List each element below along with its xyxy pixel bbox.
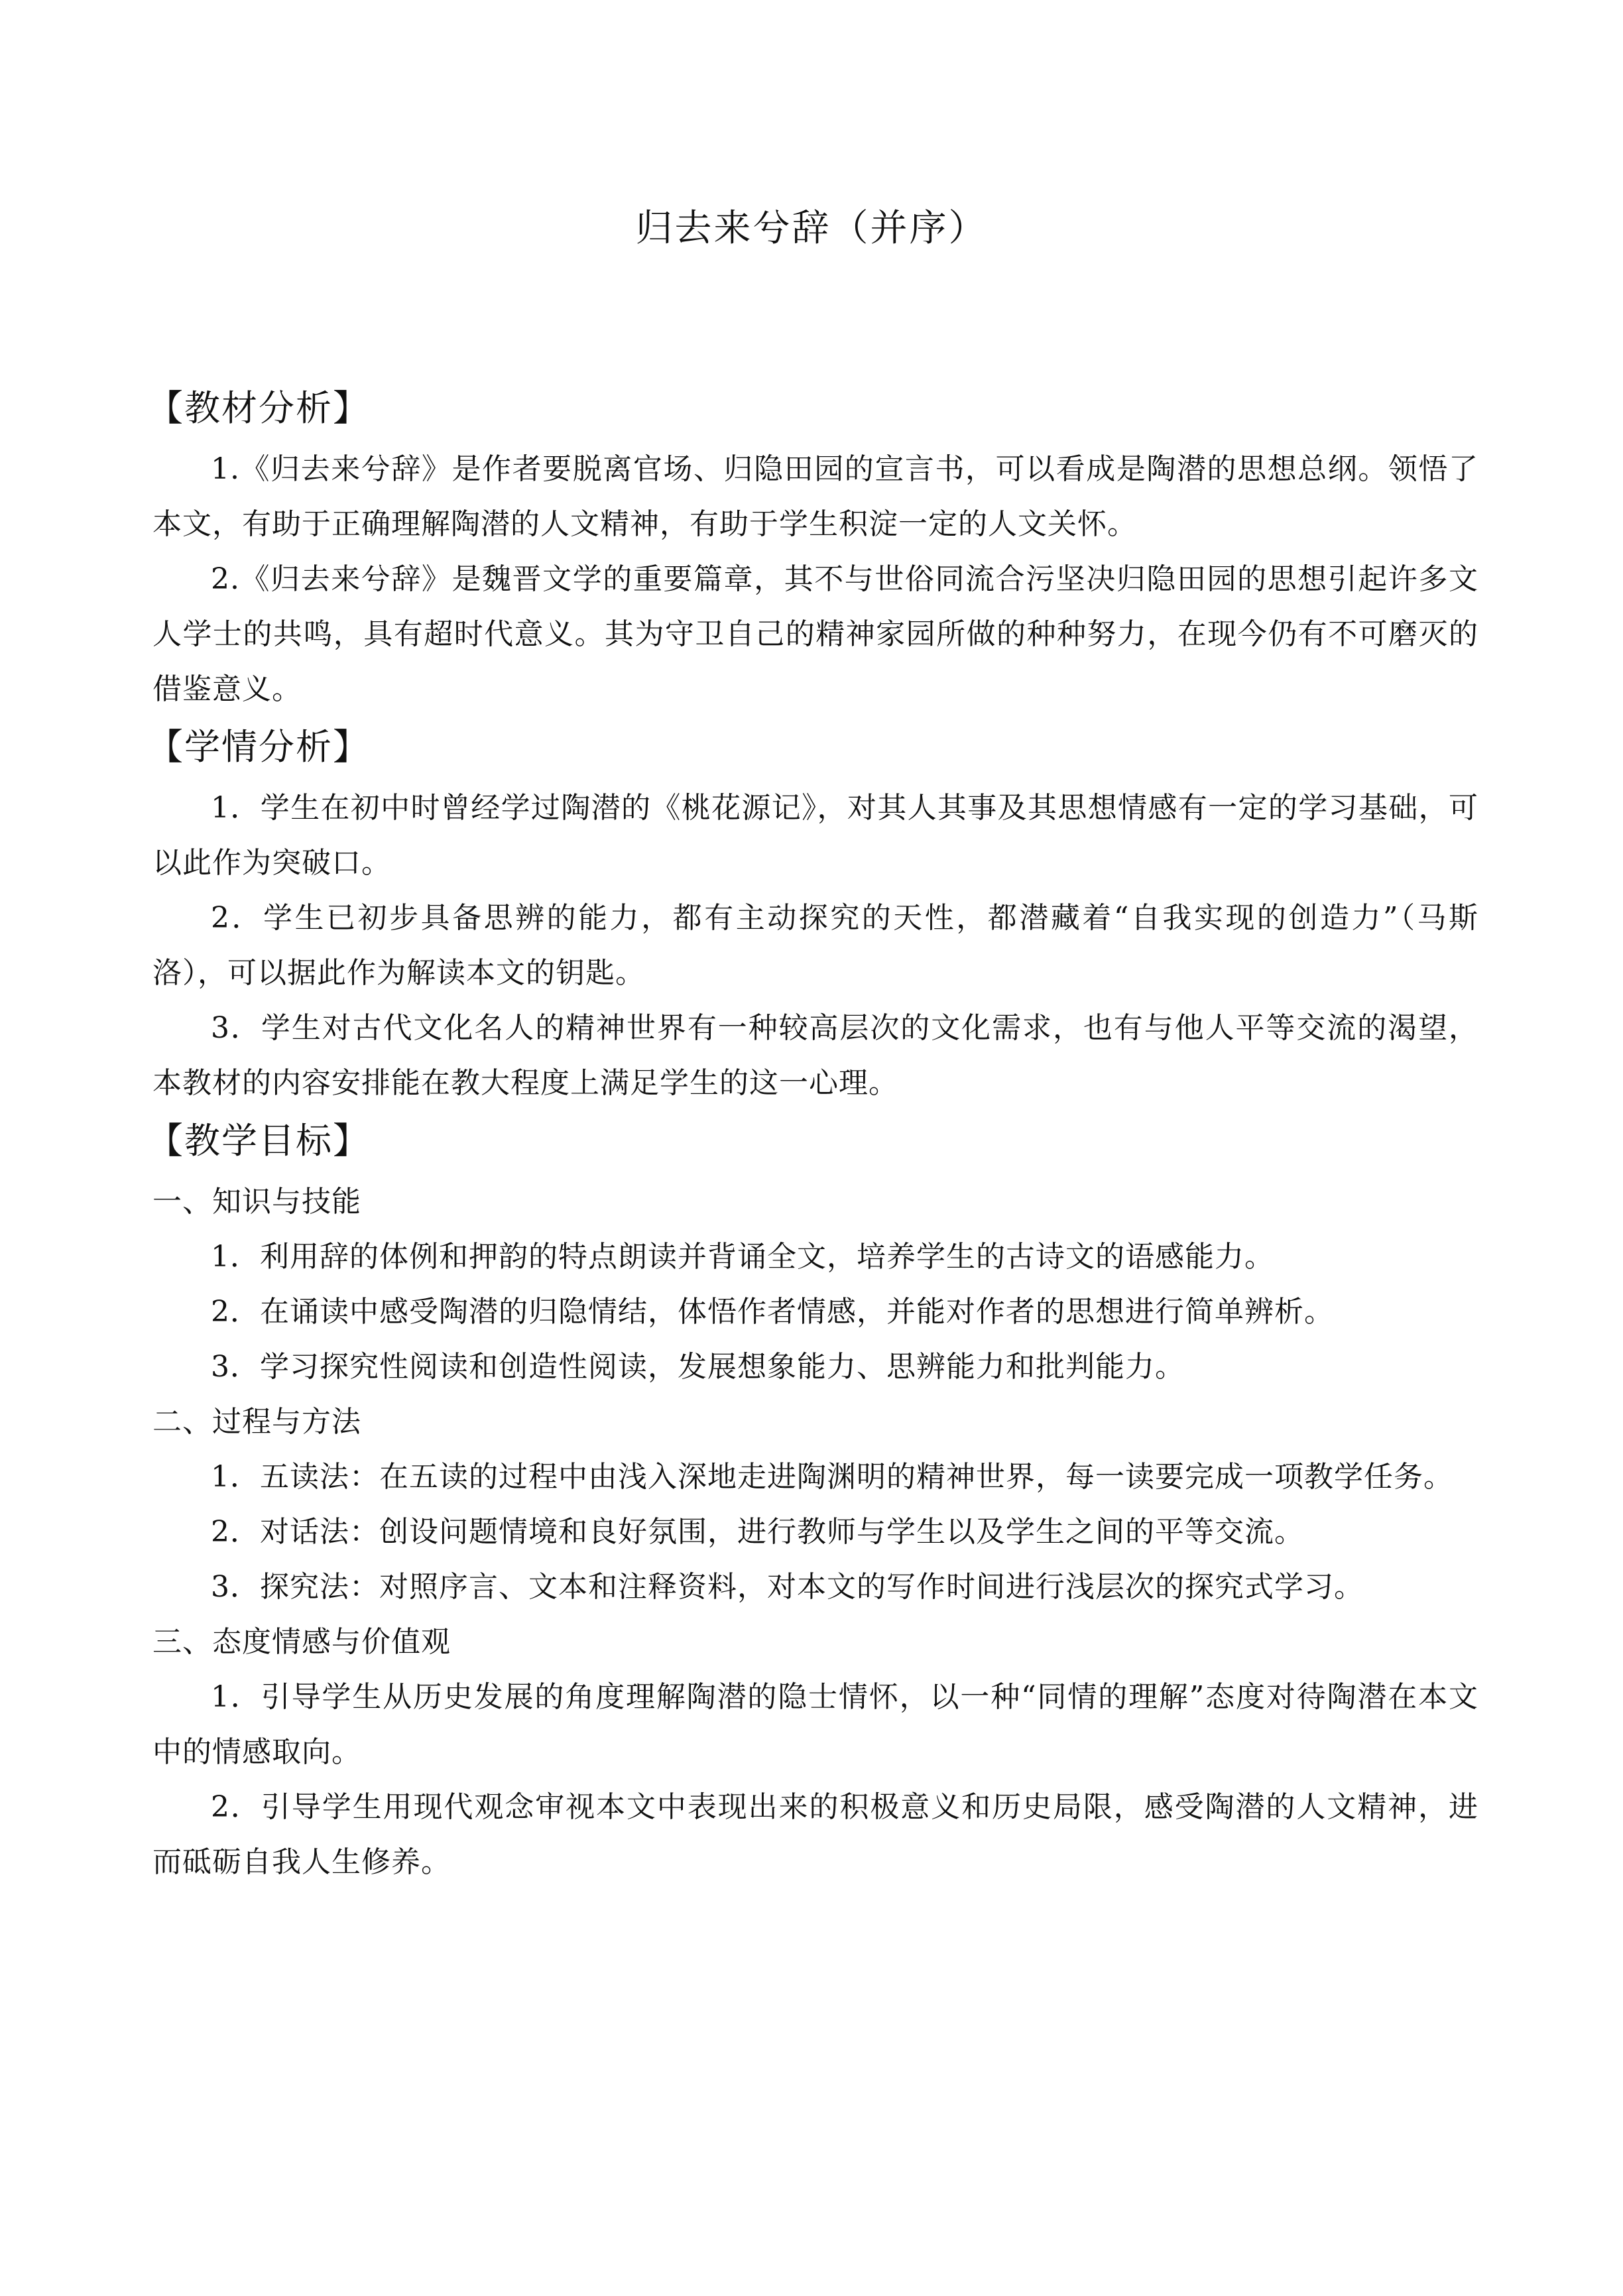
section-heading: 【学情分析】 <box>147 726 370 768</box>
section-teaching-objectives <box>147 1115 1478 1890</box>
paragraph: 2.《归去来兮辞》是魏晋文学的重要篇章，其不与世俗同流合污坚决归隐田园的思想引起许多文人学士的共鸣，具有超时代意义。其为守卫自己的精神家园所做的种种努力，在现今仍有不可磨灭的借鉴意义。 <box>152 562 1478 706</box>
paragraph: 2．在诵读中感受陶潜的归隐情结，体悟作者情感，并能对作者的思想进行简单辨析。 <box>211 1295 1334 1329</box>
section-heading: 【教材分析】 <box>147 387 370 429</box>
page-title: 归去来兮辞（并序） <box>635 207 988 250</box>
subsection-heading: 二、过程与方法 <box>152 1405 361 1439</box>
paragraph: 1.《归去来兮辞》是作者要脱离官场、归隐田园的宣言书，可以看成是陶潜的思想总纲。领悟了本文，有助于正确理解陶潜的人文精神，有助于学生积淀一定的人文关怀。 <box>152 452 1478 541</box>
paragraph: 1．利用辞的体例和押韵的特点朗读并背诵全文，培养学生的古诗文的语感能力。 <box>211 1240 1274 1274</box>
paragraph: 2．对话法：创设问题情境和良好氛围，进行教师与学生以及学生之间的平等交流。 <box>211 1515 1304 1549</box>
paragraph: 3．学习探究性阅读和创造性阅读，发展想象能力、思辨能力和批判能力。 <box>211 1350 1185 1384</box>
subsection-heading: 三、态度情感与价值观 <box>152 1625 451 1659</box>
section-heading: 【教学目标】 <box>147 1120 370 1162</box>
paragraph: 2．引导学生用现代观念审视本文中表现出来的积极意义和历史局限，感受陶潜的人文精神，进而砥砺自我人生修养。 <box>152 1790 1478 1879</box>
paragraph: 1．五读法：在五读的过程中由浅入深地走进陶渊明的精神世界，每一读要完成一项教学任务。 <box>211 1460 1453 1494</box>
section-textbook-analysis <box>147 382 1478 717</box>
paragraph: 3．学生对古代文化名人的精神世界有一种较高层次的文化需求，也有与他人平等交流的渴望，本教材的内容安排能在教大程度上满足学生的这一心理。 <box>152 1011 1478 1100</box>
paragraph: 3．探究法：对照序言、文本和注释资料，对本文的写作时间进行浅层次的探究式学习。 <box>211 1570 1364 1604</box>
subsection-knowledge-skills <box>152 1174 1478 1394</box>
subsection-heading: 一、知识与技能 <box>152 1185 361 1219</box>
paragraph: 1．引导学生从历史发展的角度理解陶潜的隐士情怀，以一种“同情的理解”态度对待陶潜在本文中的情感取向。 <box>152 1680 1478 1769</box>
paragraph: 1．学生在初中时曾经学过陶潜的《桃花源记》，对其人其事及其思想情感有一定的学习基础，可以此作为突破口。 <box>152 791 1478 880</box>
subsection-attitude-values <box>152 1614 1478 1890</box>
section-student-analysis <box>147 721 1478 1111</box>
subsection-process-methods <box>152 1394 1478 1614</box>
document-body <box>147 378 1478 1890</box>
paragraph: 2．学生已初步具备思辨的能力，都有主动探究的天性，都潜藏着“自我实现的创造力”（马斯洛），可以据此作为解读本文的钥匙。 <box>152 901 1478 990</box>
